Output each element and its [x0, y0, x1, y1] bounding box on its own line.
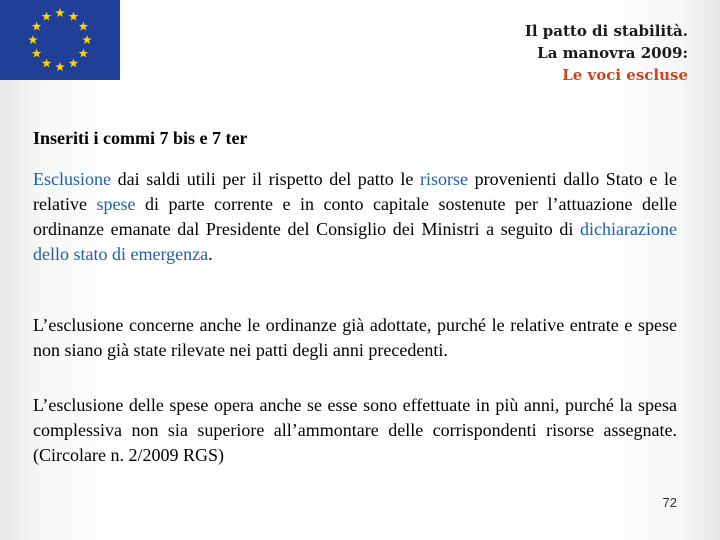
paragraph-1-text-d: . [208, 244, 213, 264]
paragraph-1-text-a: dai saldi utili per il rispetto del patto le [111, 169, 421, 189]
subheading: Inseriti i commi 7 bis e 7 ter [33, 128, 248, 148]
title-line-3: Le voci escluse [562, 66, 688, 84]
eu-flag-icon [0, 0, 120, 80]
slide-title [525, 20, 688, 86]
paragraph-1-text-b: provenienti dallo Stato e le relative [33, 169, 677, 214]
paragraph-1-text-c: di parte corrente e in conto capitale sostenute per l’attuazione delle ordinanze emanate dal Presidente del Consiglio dei Ministri a seguito di [33, 194, 678, 239]
paragraph-2: L’esclusione concerne anche le ordinanze già adottate, purché le relative entrate e spese non siano già state rilevate nei patti degli anni precedenti. [33, 315, 677, 360]
paragraph-3: L’esclusione delle spese opera anche se esse sono effettuate in più anni, purché la spesa complessiva non sia superiore all’ammontare delle corrispondenti risorse assegnate. (Circolare n. 2/2009 RGS) [33, 395, 677, 465]
page-number: 72 [662, 495, 677, 510]
highlight-spese: spese [96, 194, 136, 214]
highlight-dichiarazione: dichiarazione dello stato di emergenza [33, 219, 677, 264]
title-line-1: Il patto di stabilità. [524, 22, 688, 40]
highlight-risorse: risorse [420, 169, 469, 189]
title-line-2: La manovra 2009: [537, 44, 688, 62]
paragraph-1 [33, 167, 677, 267]
highlight-esclusione: Esclusione [33, 169, 111, 189]
